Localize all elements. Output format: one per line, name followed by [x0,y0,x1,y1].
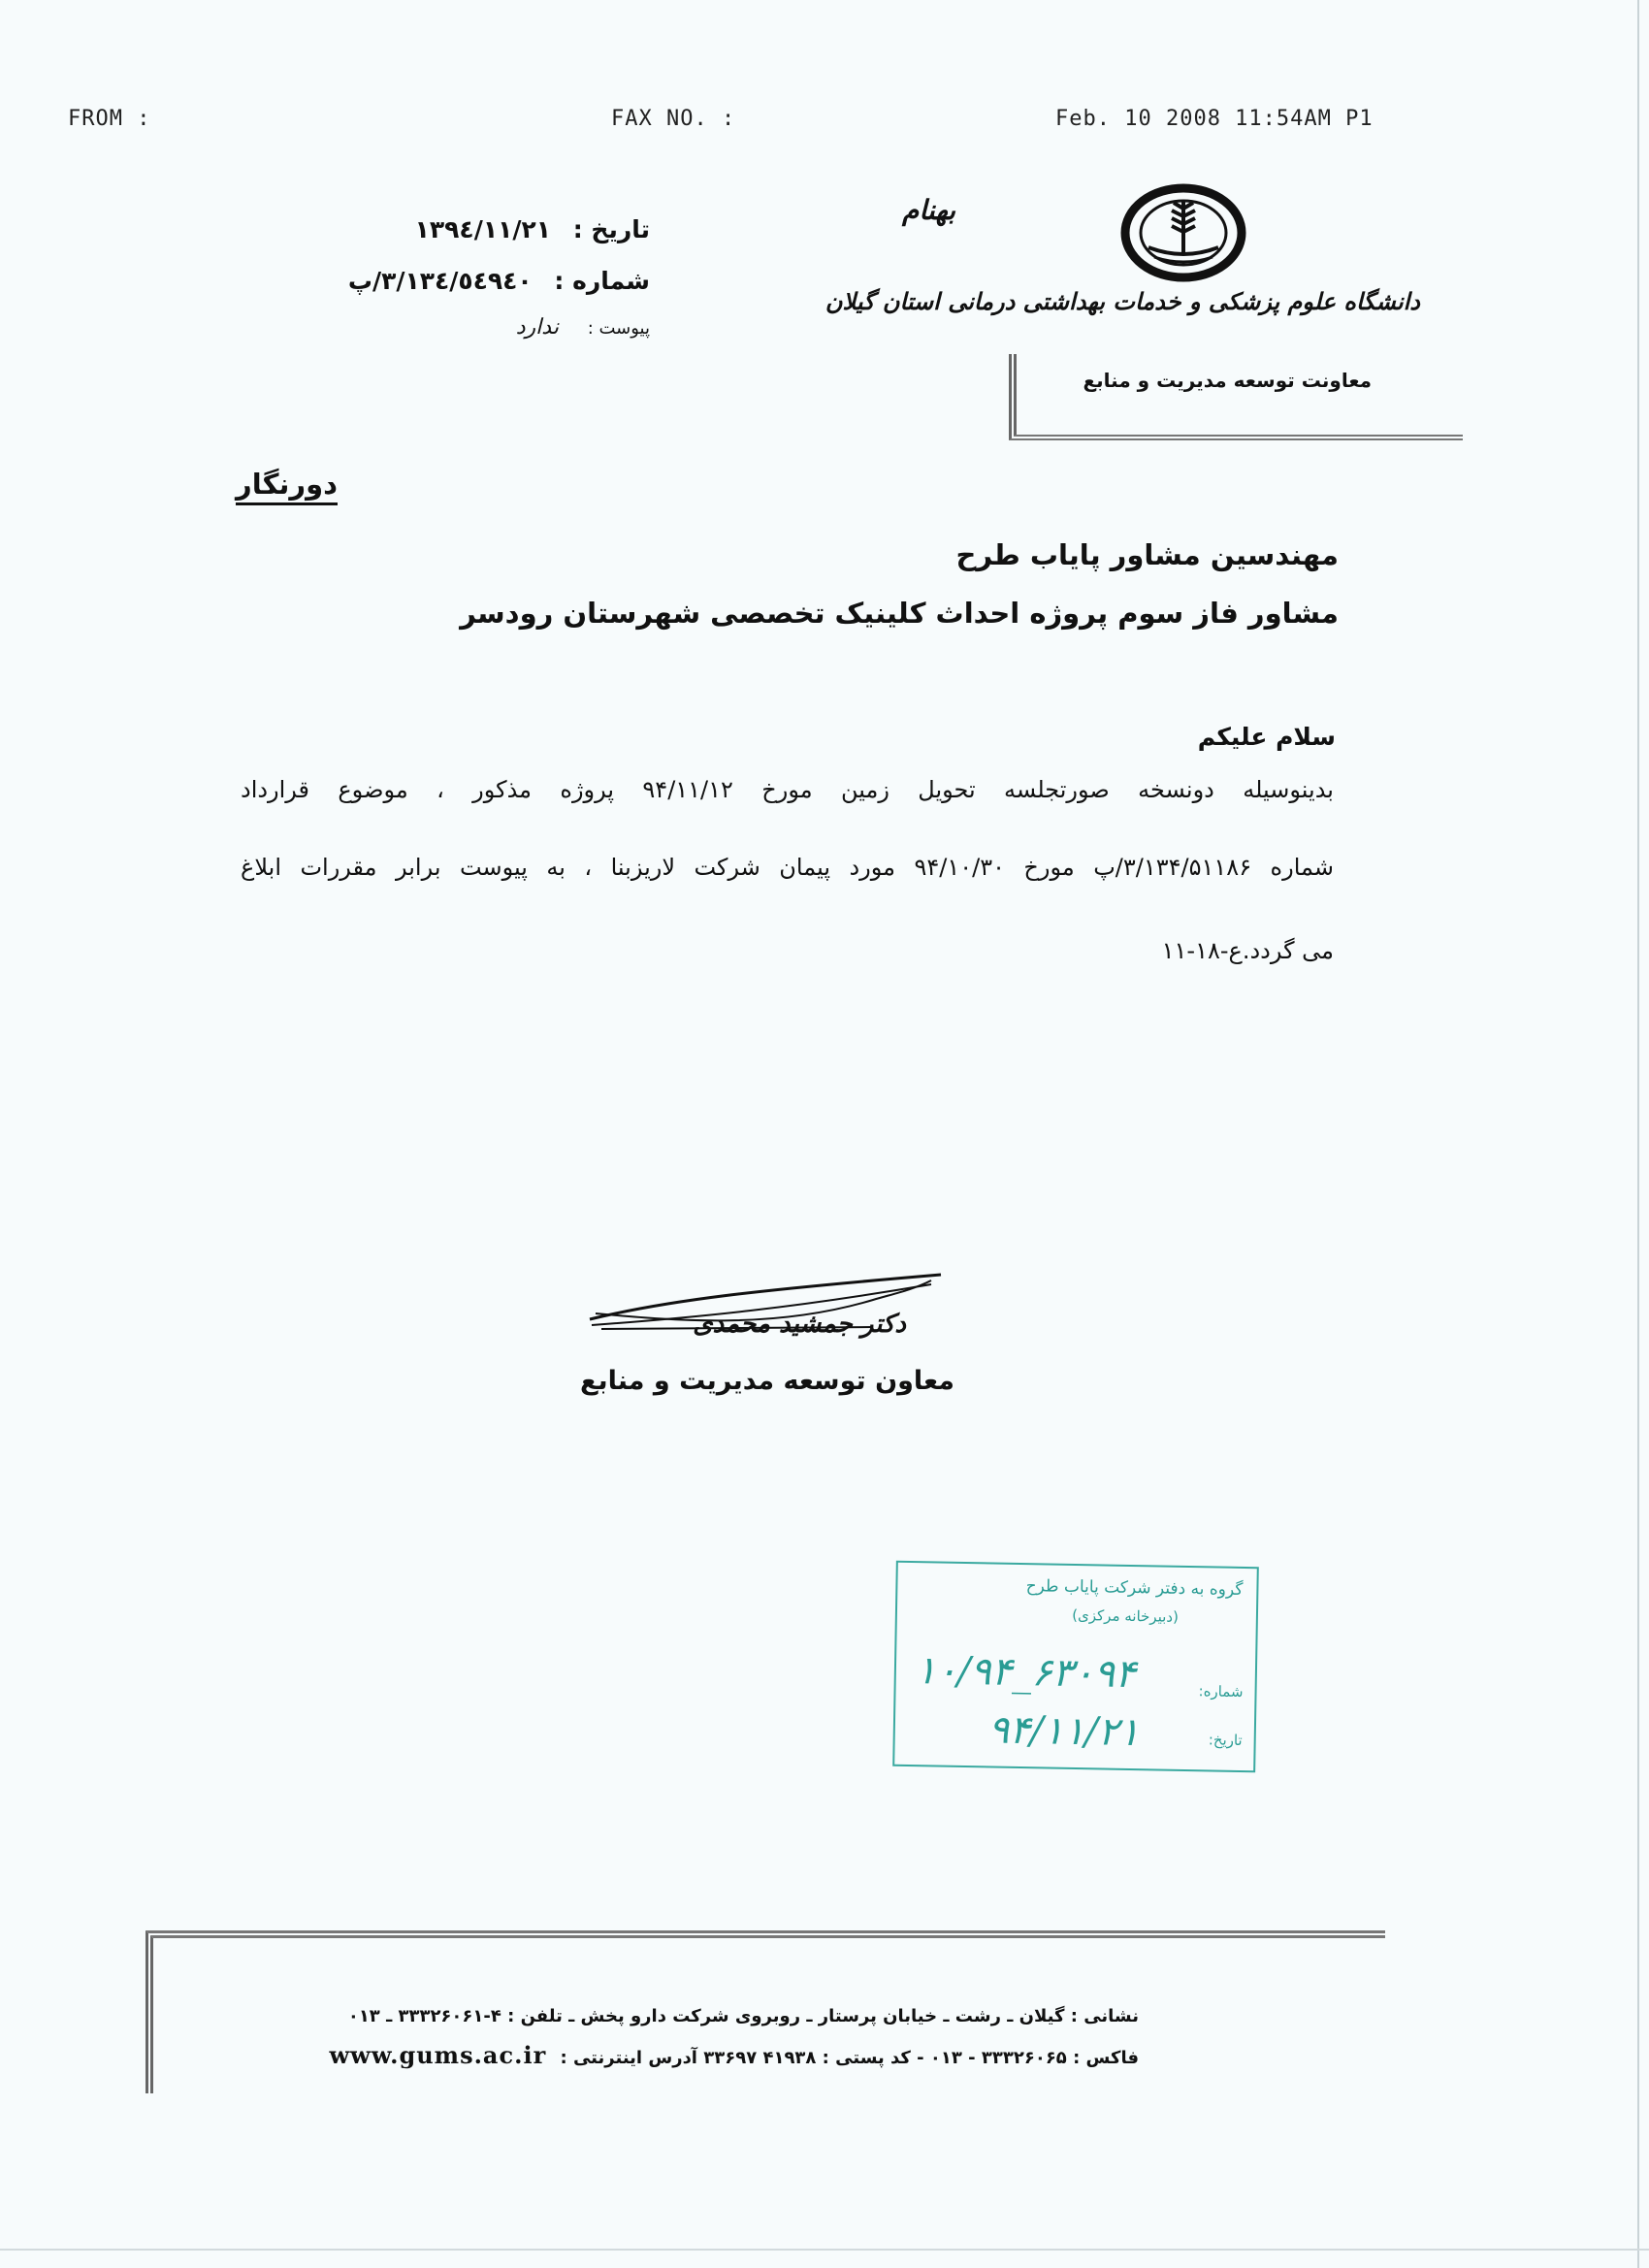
registry-stamp [892,1561,1259,1772]
body-line-2: شماره ۳/۱۳۴/۵۱۱۸۶/پ مورخ ۹۴/۱۰/۳۰ مورد پیمان شرکت لاریزبنا ، به پیوست برابر مقررات ابلاغ [241,854,1334,881]
stamp-date: ۹۴/۱۱/۲۱ [987,1707,1141,1756]
university-emblem-icon [1116,179,1261,286]
footer-contact [330,2041,1139,2069]
letter-date [415,215,650,243]
fax-label: دورنگار [236,468,338,505]
recipient-line-2: مشاور فاز سوم پروژه احداث کلینیک تخصصی شهرستان رودسر [460,597,1339,630]
stamp-number: ۱۰/۹۴_۶۳۰۹۴ [915,1648,1137,1698]
letter-date-label: تاریخ : [572,215,650,243]
letter-date-value: ١٣٩٤/١١/٢١ [414,215,551,243]
letter-number-label: شماره : [554,267,650,295]
scan-edge-bottom [0,2249,1649,2251]
body-line-1: بدینوسیله دونسخه صورتجلسه تحویل زمین مورخ ۹۴/۱۱/۱۲ پروژه مذکور ، موضوع قرارداد [241,776,1334,803]
university-name: دانشگاه علوم پزشکی و خدمات بهداشتی درمانی استان گیلان [824,287,1420,315]
letter-attachment-label: پیوست : [587,318,650,339]
letter-number [348,267,650,295]
fax-number: FAX NO. : [611,107,736,131]
signatory-name: دکتر جمشید محمدی [693,1310,906,1339]
stamp-date-label: تاریخ: [1208,1731,1243,1750]
footer-website: www.gums.ac.ir [329,2041,547,2069]
recipient-line-1: مهندسین مشاور پایاب طرح [955,538,1339,571]
department-frame [1009,354,1463,440]
letter-attachment [516,315,650,340]
footer-address: نشانی : گیلان ـ رشت ـ خیابان پرستار ـ روبروی شرکت دارو پخش ـ تلفن : ۴-۳۳۳۲۶۰۶۱ ـ ۰۱۳ [347,2006,1139,2026]
scan-edge-right [1637,0,1639,2268]
stamp-sub: (دبیرخانه مرکزی) [1072,1605,1180,1626]
greeting: سلام علیکم [1197,723,1336,751]
signatory-title: معاون توسعه مدیریت و منابع [580,1366,954,1396]
bismillah-mark: بهنام [902,194,956,226]
footer-contact-text: فاکس : ۳۳۳۲۶۰۶۵ - ۰۱۳ - کد پستی : ۴۱۹۳۸ ۳۳۶۹۷ آدرس اینترنتی : [560,2048,1139,2068]
stamp-number-label: شماره: [1198,1682,1244,1701]
fax-from: FROM : [68,107,151,131]
fax-datetime: Feb. 10 2008 11:54AM P1 [1055,107,1374,131]
letter-attachment-value: ندارد [515,315,559,340]
department-name: معاونت توسعه مدیریت و منابع [1083,369,1372,392]
stamp-org: گروه به دفتر شرکت پایاب طرح [1025,1576,1244,1600]
body-line-3: می گردد.ع-۱۸-۱۱ [1161,937,1334,964]
letter-number-value: ٣/١٣٤/٥٤٩٤٠/پ [347,267,533,295]
